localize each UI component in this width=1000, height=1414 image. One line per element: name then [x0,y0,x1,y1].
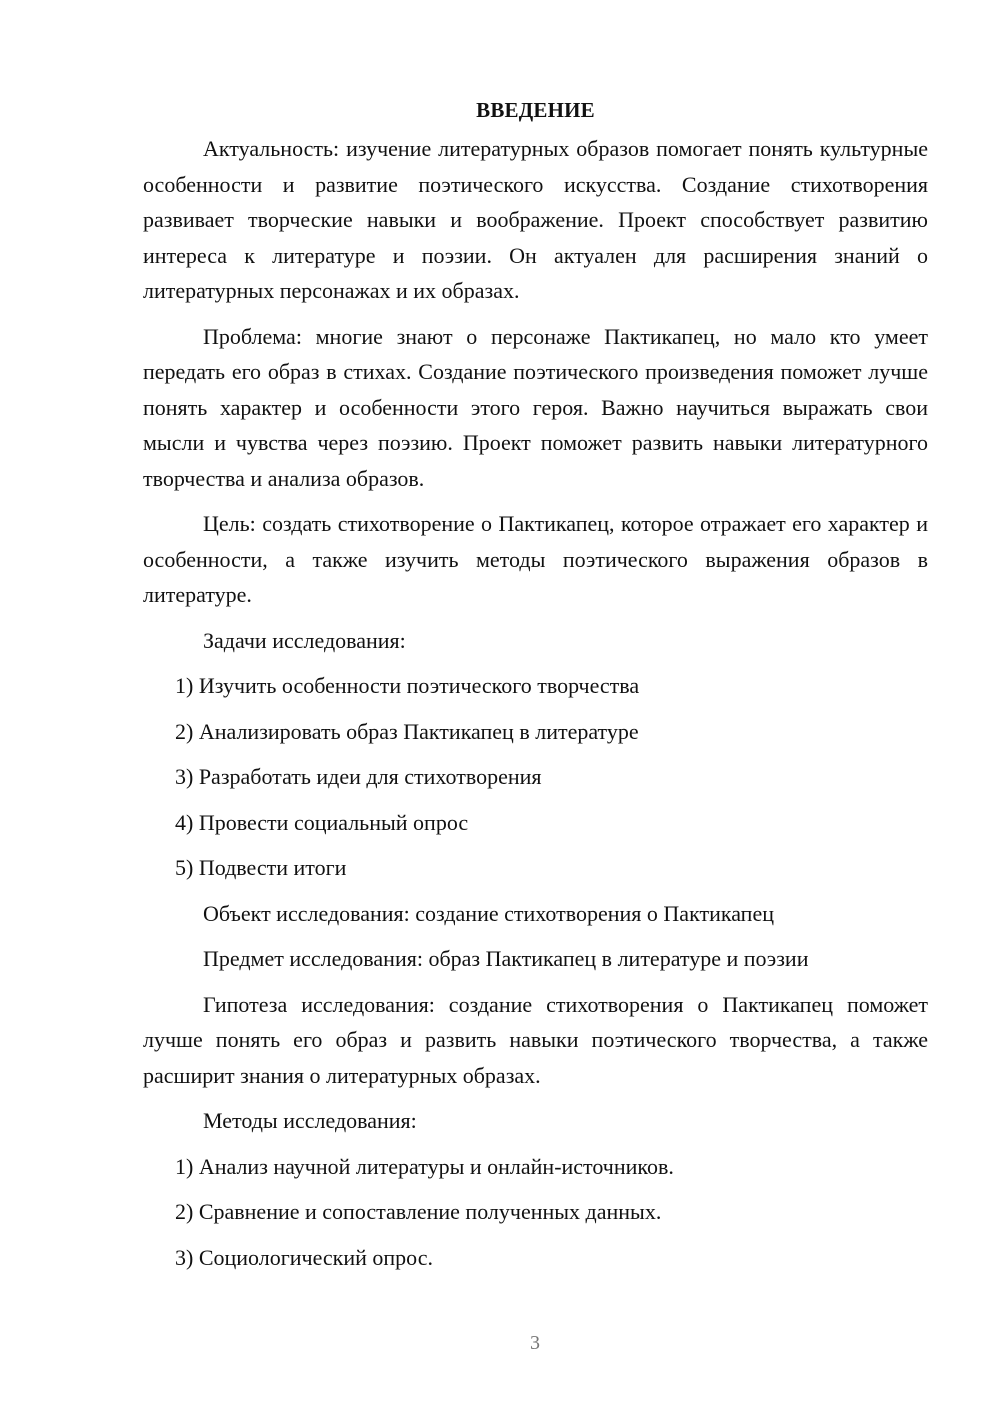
list-item: 1) Анализ научной литературы и онлайн-источников. [175,1153,674,1179]
goal-paragraph: Цель: создать стихотворение о Пактикапец, которое отражает его характер и особенности, а также изучить методы поэтического выражения образов в литературе. [143,511,928,607]
hypothesis-paragraph: Гипотеза исследования: создание стихотворения о Пактикапец поможет лучше понять его образ и развить навыки поэтического творчества, а также расширит знания о литературных образах. [143,991,928,1088]
list-item: 3) Социологический опрос. [175,1244,433,1270]
methods-heading: Методы исследования: [203,1108,417,1133]
page-content [143,95,928,1285]
list-item: 1) Изучить особенности поэтического творчества [175,673,640,698]
page-number: 3 [530,1332,540,1354]
relevance-paragraph: Актуальность: изучение литературных образов помогает понять культурные особенности и развитие поэтического искусства. Создание стихотворения развивает творческие навыки и воображение. Проект способствует развитию интереса к литературе и поэзии. Он актуален для расширения знаний о литературных персонажах и их образах. [143,136,928,303]
list-item: 2) Сравнение и сопоставление полученных данных. [175,1199,662,1224]
methods-list [143,1149,928,1276]
list-item: 4) Провести социальный опрос [175,809,469,835]
page-title: ВВЕДЕНИЕ [476,98,595,122]
list-item: 2) Анализировать образ Пактикапец в литературе [175,718,639,744]
problem-paragraph: Проблема: многие знают о персонаже Пактикапец, но мало кто умеет передать его образ в стихах. Создание поэтического произведения поможет лучше понять характер и особенности этого героя. Важно научиться выражать свои мысли и чувства через поэзию. Проект поможет развить навыки литературного творчества и анализа образов. [143,323,928,491]
research-subject: Предмет исследования: образ Пактикапец в литературе и поэзии [203,946,809,971]
tasks-list [143,668,928,886]
list-item: 3) Разработать идеи для стихотворения [175,764,542,789]
tasks-heading: Задачи исследования: [203,627,406,653]
list-item: 5) Подвести итоги [175,855,347,880]
research-object: Объект исследования: создание стихотворения о Пактикапец [203,900,774,926]
